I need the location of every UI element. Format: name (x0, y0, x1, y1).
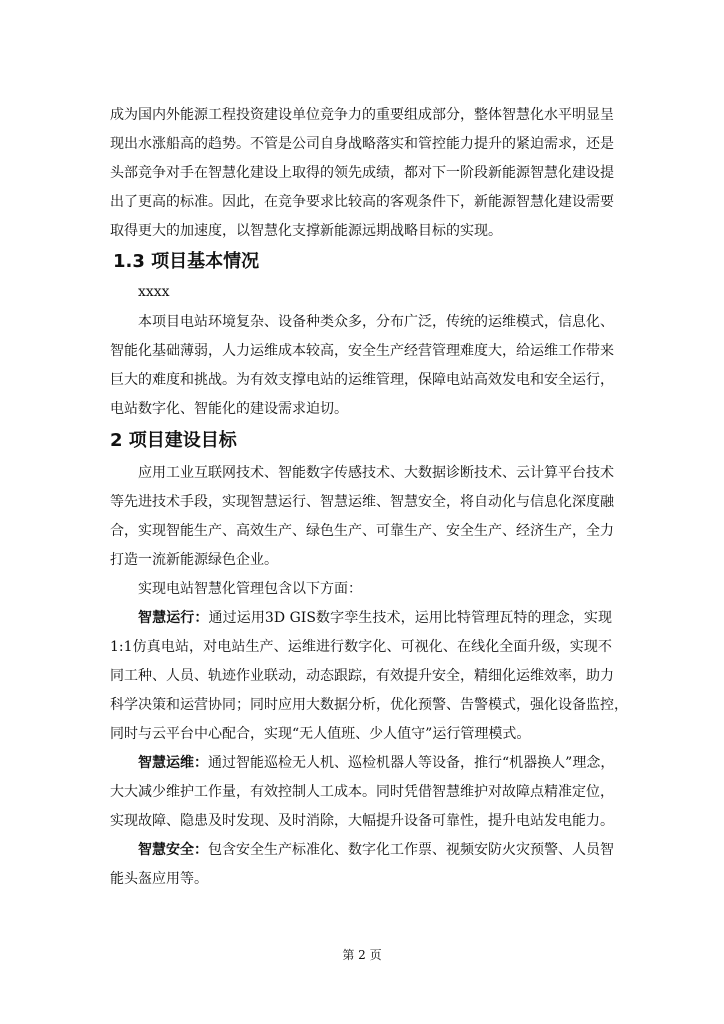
paragraph-line: 成为国内外能源工程投资建设单位竞争力的重要组成部分，整体智慧化水平明显呈 (110, 107, 614, 123)
paragraph-line (138, 840, 612, 860)
bold-lead-label: 智慧运行： (138, 610, 209, 626)
paragraph-line: 实现电站智慧化管理包含以下方面： (138, 581, 362, 597)
paragraph-line: 能头盔应用等。 (110, 871, 208, 887)
paragraph-line: 实现故障、隐患及时发现、及时消除，大幅提升设备可靠性，提升电站发电能力。 (110, 813, 614, 829)
paragraph-line: 头部竞争对手在智慧化建设上取得的领先成绩，都对下一阶段新能源智慧化建设提 (110, 165, 614, 181)
paragraph-line: 取得更大的加速度，以智慧化支撑新能源远期战略目标的实现。 (110, 223, 502, 239)
paragraph-line: 合，实现智能生产、高效生产、绿色生产、可靠生产、安全生产、经济生产，全力 (110, 523, 614, 539)
paragraph-line: 同工种、人员、轨迹作业联动，动态跟踪，有效提升安全，精细化运维效率，助力 (110, 668, 614, 684)
section-heading-1-3: 1.3 项目基本情况 (113, 251, 260, 272)
paragraph-line: 科学决策和运营协同；同时应用大数据分析，优化预警、告警模式，强化设备监控， (110, 697, 628, 713)
section-heading-2: 2 项目建设目标 (110, 430, 237, 451)
paragraph-line: 同时与云平台中心配合，实现“无人值班、少人值守”运行管理模式。 (110, 726, 531, 742)
paragraph-line: 巨大的难度和挑战。为有效支撑电站的运维管理，保障电站高效发电和安全运行， (110, 372, 614, 388)
paragraph-line: 电站数字化、智能化的建设需求迫切。 (110, 401, 348, 417)
line-text: 通过智能巡检无人机、巡检机器人等设备，推行“机器换人”理念， (208, 755, 615, 771)
page-number-footer: 第 2 页 (342, 948, 382, 962)
bold-lead-label: 智慧安全： (138, 842, 208, 858)
bold-lead-label: 智慧运维： (138, 755, 208, 771)
paragraph-line: xxxx (138, 284, 170, 300)
paragraph-line (138, 608, 612, 628)
paragraph-line: 智能化基础薄弱，人力运维成本较高，安全生产经营管理难度大，给运维工作带来 (110, 343, 614, 359)
paragraph-line: 1:1仿真电站，对电站生产、运维进行数字化、可视化、在线化全面升级，实现不 (110, 639, 612, 655)
paragraph-line: 出了更高的标准。因此，在竞争要求比较高的客观条件下，新能源智慧化建设需要 (110, 194, 614, 210)
line-text: 通过运用3D GIS数字孪生技术，运用比特管理瓦特的理念，实现 (208, 610, 613, 626)
paragraph-line: 现出水涨船高的趋势。不管是公司自身战略落实和管控能力提升的紧迫需求，还是 (110, 136, 614, 152)
paragraph-line: 等先进技术手段，实现智慧运行、智慧运维、智慧安全，将自动化与信息化深度融 (110, 494, 614, 510)
paragraph-line: 本项目电站环境复杂、设备种类众多，分布广泛，传统的运维模式，信息化、 (138, 314, 614, 330)
paragraph-line: 应用工业互联网技术、智能数字传感技术、大数据诊断技术、云计算平台技术 (138, 465, 614, 481)
paragraph-line (138, 753, 615, 773)
paragraph-line: 大大减少维护工作量，有效控制人工成本。同时凭借智慧维护对故障点精准定位， (110, 784, 614, 800)
paragraph-line: 打造一流新能源绿色企业。 (110, 552, 278, 568)
line-text: 包含安全生产标准化、数字化工作票、视频安防火灾预警、人员智 (208, 842, 614, 858)
